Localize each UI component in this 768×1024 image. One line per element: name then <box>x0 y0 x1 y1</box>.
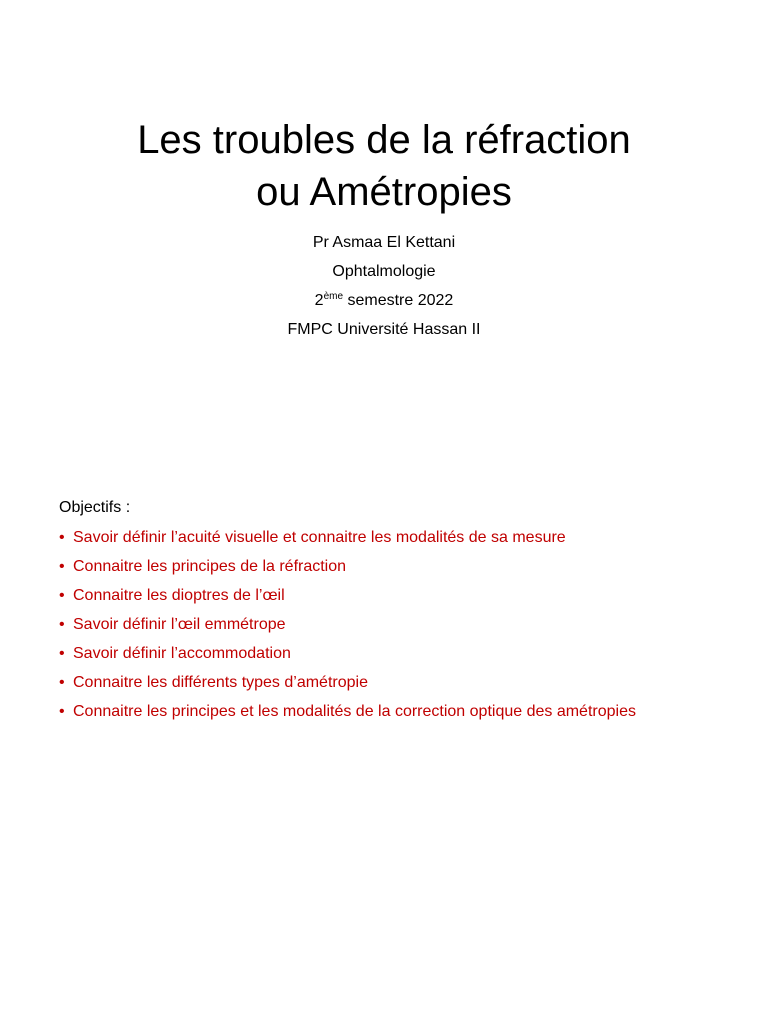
department-name: Ophtalmologie <box>332 263 436 280</box>
objective-item <box>59 697 749 726</box>
title-line-2: ou Amétropies <box>256 170 512 214</box>
objective-item <box>59 668 749 697</box>
slide-title <box>0 114 768 218</box>
author-name: Pr Asmaa El Kettani <box>312 234 456 251</box>
semester-superscript: ème <box>323 291 344 302</box>
bullet-icon: • <box>59 529 65 546</box>
title-line-1: Les troubles de la réfraction <box>137 118 631 162</box>
objective-item <box>59 581 749 610</box>
objective-item <box>59 552 749 581</box>
objective-text: Savoir définir l’accommodation <box>73 645 291 662</box>
institution-name: FMPC Université Hassan II <box>287 321 481 338</box>
bullet-icon: • <box>59 558 65 575</box>
objective-item <box>59 639 749 668</box>
slide-subtitle <box>0 228 768 344</box>
bullet-icon: • <box>59 703 65 720</box>
objective-text: Connaitre les principes et les modalités de la correction optique des amétropies <box>73 703 636 720</box>
objective-item <box>59 610 749 639</box>
objective-item <box>59 523 749 552</box>
bullet-icon: • <box>59 674 65 691</box>
semester-number: 2 <box>314 292 324 309</box>
objective-text: Connaitre les dioptres de l’œil <box>73 587 285 604</box>
bullet-icon: • <box>59 645 65 662</box>
objective-text: Connaitre les différents types d’amétropie <box>73 674 368 691</box>
semester-line <box>0 286 768 315</box>
objectives-section <box>59 496 749 726</box>
objective-text: Savoir définir l’acuité visuelle et connaitre les modalités de sa mesure <box>73 529 566 546</box>
objectives-heading: Objectifs : <box>59 499 131 516</box>
bullet-icon: • <box>59 587 65 604</box>
objectives-list <box>59 523 749 726</box>
semester-rest: semestre 2022 <box>343 292 454 309</box>
objective-text: Savoir définir l’œil emmétrope <box>73 616 286 633</box>
bullet-icon: • <box>59 616 65 633</box>
objective-text: Connaitre les principes de la réfraction <box>73 558 347 575</box>
